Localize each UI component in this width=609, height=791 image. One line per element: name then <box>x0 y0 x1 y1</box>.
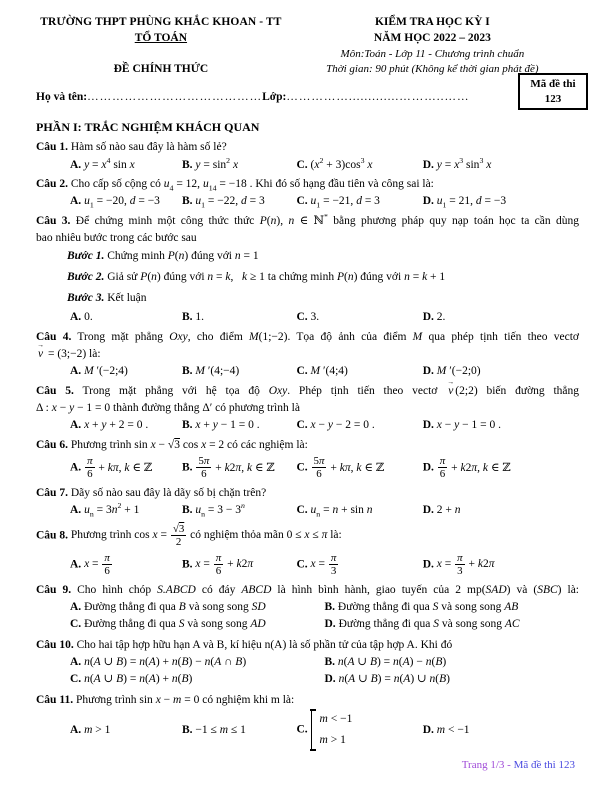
question-stem-line2: bao nhiêu bước trong các bước sau <box>36 231 197 244</box>
option-b <box>325 654 580 670</box>
option-value: $\frac{5\pi}{6}$ + kπ, k ∈ ℤ <box>313 454 385 481</box>
option-label: A. <box>70 311 82 324</box>
option-b <box>325 599 580 615</box>
option-label: A. <box>70 419 82 432</box>
question-9 <box>36 582 579 634</box>
option-label: B. <box>181 504 193 517</box>
class-label: Lớp: <box>262 90 287 103</box>
option-value: −1 ≤ m ≤ 1 <box>195 723 246 736</box>
option-label: A. <box>70 656 82 669</box>
option-label: D. <box>422 158 434 171</box>
name-label: Họ và tên: <box>36 90 88 103</box>
options-row <box>36 551 579 579</box>
option-value: 0. <box>84 311 93 324</box>
option-value: $\frac{\pi}{6}$ + k2π, k ∈ ℤ <box>439 454 511 481</box>
option-value: x − y − 1 = 0 . <box>436 419 501 432</box>
question-number: Câu 1. <box>36 141 68 154</box>
option-label: D. <box>422 723 434 736</box>
option-label: D. <box>422 558 434 571</box>
school-year: NĂM HỌC 2022 – 2023 <box>373 32 491 45</box>
option-value: n(A ∪ B) = n(A) + n(B) <box>84 673 193 686</box>
option-value: $(x^2 + 3)\cos^3$ x <box>310 155 373 171</box>
question-stem <box>36 692 579 708</box>
question-5 <box>36 383 579 434</box>
questions <box>36 139 579 751</box>
option-value: x = $\frac{\pi}{6}$ <box>84 551 110 578</box>
option-a <box>70 599 325 615</box>
option-d <box>423 502 579 518</box>
option-value: 2 + n <box>436 504 461 517</box>
option-value: x = $\frac{\pi}{3}$ + k2π <box>436 551 495 578</box>
option-c <box>296 309 422 325</box>
options-row <box>36 599 579 634</box>
question-stem-line2: v → = (3;−2) là: <box>36 346 579 362</box>
option-value: x = $\frac{\pi}{6}$ + k2π <box>195 551 254 578</box>
option-value: x + y − 1 = 0 . <box>195 419 260 432</box>
option-value: n(A ∪ B) = n(A) + n(B) − n(A ∩ B) <box>84 656 247 669</box>
option-label: B. <box>324 656 336 669</box>
option-value: $y = x^4$ sin x <box>84 155 135 171</box>
option-label: C. <box>296 311 308 324</box>
exam-type-label: ĐỀ CHÍNH THỨC <box>113 62 209 75</box>
question-text: Dãy số nào sau đây là dãy số bị chặn trên? <box>70 486 267 499</box>
option-a <box>70 157 182 173</box>
option-label: A. <box>70 461 82 474</box>
option-d <box>325 616 580 632</box>
question-stem <box>36 485 579 501</box>
option-a <box>70 193 182 209</box>
options-row <box>36 417 579 433</box>
option-value: Đường thẳng đi qua S và song song AB <box>337 601 519 614</box>
option-c <box>296 157 422 173</box>
question-stem <box>36 213 579 229</box>
option-value: $y = \sin^2 x$ <box>195 155 239 171</box>
option-value: M ′(4;−4) <box>195 365 240 378</box>
option-value: $y = x^3$ $\sin^3 x$ <box>436 155 492 171</box>
option-value: M ′(−2;0) <box>436 365 481 378</box>
options-row <box>36 454 579 482</box>
option-value: $u_n = n + \sin n$ <box>310 504 373 519</box>
option-label: C. <box>296 723 308 736</box>
option-d <box>423 363 579 379</box>
question-step-3: Bước 3. Kết luận <box>67 291 147 304</box>
option-c <box>296 363 422 379</box>
question-step-2: Bước 2. Giả sử P(n) đúng với n = k, k ≥ 1 ta chứng minh P(n) đúng với n = k + 1 <box>67 270 446 283</box>
header-left-block <box>36 14 286 78</box>
option-label: B. <box>181 723 193 736</box>
option-c <box>296 417 422 433</box>
options-row <box>36 654 579 689</box>
option-value: $\frac{\pi}{6}$ + kπ, k ∈ ℤ <box>87 454 153 481</box>
option-label: C. <box>296 365 308 378</box>
option-c <box>296 709 422 751</box>
option-label: D. <box>422 461 434 474</box>
option-label: D. <box>324 673 336 686</box>
question-stem-line2: Δ : x − y − 1 = 0 thành đường thẳng Δ′ có phương trình là <box>36 401 300 414</box>
question-stem <box>36 176 579 192</box>
options-row <box>36 157 579 173</box>
question-1 <box>36 139 579 173</box>
department-name: TỔ TOÁN <box>134 32 188 45</box>
question-10 <box>36 637 579 689</box>
options-row <box>36 502 579 518</box>
option-value: Đường thẳng đi qua S và song song AC <box>338 618 520 631</box>
question-text: Phương trình cos x = $\frac{√3}{2}$ có nghiệm thỏa mãn 0 ≤ x ≤ π là: <box>70 522 342 549</box>
option-label: D. <box>422 311 434 324</box>
option-value: 2. <box>436 311 446 324</box>
question-number: Câu 2. <box>36 177 68 190</box>
option-a <box>70 502 182 518</box>
school-name: TRƯỜNG THPT PHÙNG KHẮC KHOAN - TT <box>40 16 282 28</box>
option-b <box>182 157 297 173</box>
options-row <box>36 363 579 379</box>
question-7 <box>36 485 579 519</box>
question-number: Câu 4. <box>36 330 72 343</box>
option-label: C. <box>296 558 308 571</box>
option-d <box>423 722 579 738</box>
question-text: Trong mặt phẳng với hệ tọa độ Oxy. Phép tịnh tiến theo vectơ v → (2;2) biến đường thẳng <box>83 385 580 397</box>
option-label: C. <box>70 618 82 631</box>
option-value: Đường thẳng đi qua S và song song AD <box>84 618 266 631</box>
option-label: B. <box>181 158 193 171</box>
option-c <box>296 193 422 209</box>
part1-title: PHẦN I: TRẮC NGHIỆM KHÁCH QUAN <box>36 120 260 135</box>
option-label: B. <box>324 601 336 614</box>
option-value: n(A ∪ B) = n(A) − n(B) <box>337 656 447 669</box>
option-value: m > 1 <box>84 723 111 736</box>
option-d <box>423 417 579 433</box>
option-label: B. <box>181 558 193 571</box>
option-a <box>70 454 182 482</box>
question-text: Cho hai tập hợp hữu hạn A và B, kí hiệu n(A) là số phần tử của tập hợp A. Khi đó <box>76 638 453 651</box>
option-label: D. <box>422 419 434 432</box>
question-stem <box>36 383 579 399</box>
question-text: Phương trình sin x − m = 0 có nghiệm khi m là: <box>75 693 295 706</box>
option-b <box>182 551 297 579</box>
question-number: Câu 7. <box>36 486 68 499</box>
option-value: M ′(4;4) <box>310 365 348 378</box>
option-d <box>423 454 579 482</box>
option-value: 1. <box>195 311 205 324</box>
question-number: Câu 10. <box>36 638 74 651</box>
question-8 <box>36 522 579 579</box>
option-value: $u_1 = -20$, d = −3 <box>84 195 160 210</box>
option-value: n(A ∪ B) = n(A) ∪ n(B) <box>338 673 450 686</box>
option-c <box>296 551 422 579</box>
question-number: Câu 8. <box>36 529 68 542</box>
option-a <box>70 654 325 670</box>
option-value: x − y − 2 = 0 . <box>310 419 375 432</box>
option-label: C. <box>296 419 308 432</box>
question-number: Câu 11. <box>36 693 74 706</box>
option-label: D. <box>422 365 434 378</box>
option-label: A. <box>70 504 82 517</box>
question-number: Câu 5. <box>36 384 74 397</box>
option-label: B. <box>181 195 193 208</box>
option-d <box>423 193 579 209</box>
option-label: B. <box>181 461 193 474</box>
option-label: B. <box>181 365 193 378</box>
option-b <box>182 193 297 209</box>
option-label: A. <box>70 558 82 571</box>
exam-code-value: 123 <box>544 92 562 105</box>
option-label: A. <box>70 365 82 378</box>
option-value: $\frac{5\pi}{6}$ + k2π, k ∈ ℤ <box>198 454 275 481</box>
option-c <box>70 616 325 632</box>
option-b <box>182 309 297 325</box>
option-value: x + y + 2 = 0 . <box>84 419 149 432</box>
class-dotted-blank: …………….............………..…… <box>286 90 470 103</box>
option-value: m < −1 m > 1 <box>311 724 353 736</box>
exam-title: KIỂM TRA HỌC KỲ I <box>374 16 490 28</box>
question-text: Để chứng minh một công thức thức P(n), n ∈ ℕ* bằng phương pháp quy nạp toán học ta cần dùng <box>75 211 580 227</box>
time-line: Thời gian: 90 phút (Không kể thời gian phát đề) <box>326 63 539 76</box>
option-label: A. <box>70 723 82 736</box>
student-name-line <box>36 89 478 105</box>
question-stem <box>36 329 579 345</box>
option-value: $u_1 = -21$, d = 3 <box>310 195 380 210</box>
question-text: Phương trình sin x − √3 cos x = 2 có các nghiệm là: <box>70 438 308 451</box>
option-a <box>70 722 182 738</box>
option-value: $u_1 = 21$, d = −3 <box>436 195 507 210</box>
question-text: Cho cấp số cộng có $u_4 = 12$, $u_{14} = -18$ . Khi đó số hạng đầu tiên và công sai là: <box>70 177 434 193</box>
option-a <box>70 417 182 433</box>
option-d <box>423 551 579 579</box>
option-d <box>325 671 580 687</box>
question-text: Cho hình chóp S.ABCD có đáy ABCD là hình bình hành, giao tuyến của 2 mp(SAD) và (SBC) là: <box>77 583 579 596</box>
option-label: C. <box>296 195 308 208</box>
option-a <box>70 363 182 379</box>
option-label: A. <box>70 158 82 171</box>
option-b <box>182 722 297 738</box>
option-value: $u_n = 3n^2 + 1$ <box>84 501 140 519</box>
exam-code-label: Mã đề thi <box>530 78 576 91</box>
subject-line: Môn:Toán - Lớp 11 - Chương trình chuẩn <box>340 47 525 60</box>
question-2 <box>36 176 579 210</box>
question-stem <box>36 522 579 550</box>
question-stem <box>36 139 579 155</box>
options-row <box>36 193 579 209</box>
option-d <box>423 309 579 325</box>
option-b <box>182 454 297 482</box>
option-c <box>296 454 422 482</box>
option-label: D. <box>422 195 434 208</box>
header-right-block <box>286 14 579 78</box>
question-number: Câu 3. <box>36 214 71 227</box>
option-value: $u_1 = -22$, d = 3 <box>195 195 265 210</box>
exam-code-box <box>518 73 588 110</box>
question-step-1: Bước 1. Chứng minh P(n) đúng với n = 1 <box>67 250 259 263</box>
option-a <box>70 551 182 579</box>
option-c <box>296 502 422 518</box>
option-label: C. <box>296 461 308 474</box>
question-4 <box>36 329 579 380</box>
option-value: x = $\frac{\pi}{3}$ <box>310 551 337 578</box>
option-value: 3. <box>310 311 320 324</box>
option-value: m < −1 <box>436 723 470 736</box>
option-label: B. <box>181 419 193 432</box>
option-label: C. <box>296 504 308 517</box>
footer-exam-code: Mã đề thi 123 <box>513 759 575 772</box>
question-stem <box>36 582 579 598</box>
name-dotted-blank: …………………………………… <box>87 90 263 103</box>
footer-page-number: Trang 1/3 - <box>461 759 514 772</box>
option-label: D. <box>324 618 336 631</box>
question-text: Hàm số nào sau đây là hàm số lẻ? <box>70 141 227 154</box>
option-label: C. <box>296 158 308 171</box>
option-label: A. <box>70 195 82 208</box>
option-value: $u_n = 3 - 3^n$ <box>195 501 245 519</box>
page-footer <box>462 758 575 774</box>
option-label: C. <box>70 673 82 686</box>
option-label: D. <box>422 504 434 517</box>
question-text: Trong mặt phẳng Oxy, cho điểm M(1;−2). Tọa độ ảnh của điểm M qua phép tịnh tiến theo vectơ <box>77 330 579 343</box>
option-b <box>182 363 297 379</box>
question-number: Câu 9. <box>36 583 72 596</box>
question-stem <box>36 637 579 653</box>
option-a <box>70 309 182 325</box>
option-d <box>423 157 579 173</box>
option-value: Đường thẳng đi qua B và song song SD <box>84 601 266 614</box>
question-number: Câu 6. <box>36 438 68 451</box>
option-b <box>182 502 297 518</box>
question-stem <box>36 437 579 453</box>
question-6 <box>36 437 579 482</box>
option-value: M ′(−2;4) <box>84 365 128 378</box>
options-row <box>36 709 579 751</box>
option-label: A. <box>70 601 82 614</box>
option-c <box>70 671 325 687</box>
question-3 <box>36 213 579 326</box>
options-row <box>36 309 579 325</box>
question-11 <box>36 692 579 751</box>
page-header <box>36 14 579 78</box>
option-b <box>182 417 297 433</box>
option-label: B. <box>181 311 193 324</box>
